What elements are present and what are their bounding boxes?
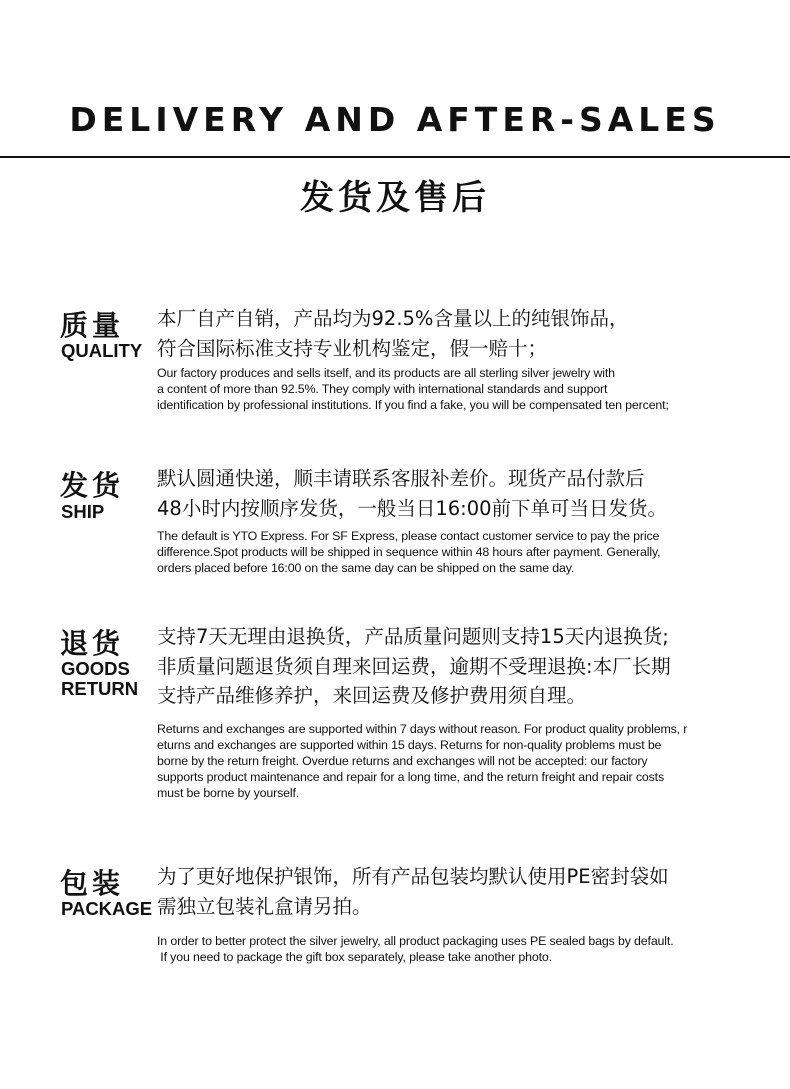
title-divider xyxy=(0,156,790,158)
page-title-english: DELIVERY AND AFTER-SALES xyxy=(69,100,721,139)
section-label-chinese: 质量 xyxy=(60,309,125,342)
section-text-chinese: 本厂自产自销，产品均为92.5%含量以上的纯银饰品， 符合国际标准支持专业机构鉴定，假一赔十； xyxy=(157,307,629,360)
section-label-english: PACKAGE xyxy=(61,898,153,919)
section-text-english: The default is YTO Express. For SF Express, please contact customer service to pay the price difference.Spot products will be shipped in sequence within 48 hours after payment. Generally, orders placed before 16:00 on the same day can be shipped on the same day. xyxy=(157,529,661,575)
section-text-chinese: 支持7天无理由退换货，产品质量问题则支持15天内退换货; 非质量问题退货须自理来回运费，逾期不受理退换:本厂长期 支持产品维修养护，来回运费及修护费用须自理。 xyxy=(157,625,671,707)
page-title-chinese: 发货及售后 xyxy=(300,178,490,218)
section-label-chinese: 包装 xyxy=(60,867,125,900)
section-text-english: Returns and exchanges are supported within 7 days without reason. For product quality problems, r eturns and exchanges are supported within 15 days. Returns for non-quality problems must be borne by the return freight. Overdue returns and exchanges will not be accepted: our factory supports product maintenance and repair for a long time, and the return freight and repair costs must be borne by yourself. xyxy=(157,722,688,800)
section-text-chinese: 默认圆通快递，顺丰请联系客服补差价。现货产品付款后 48小时内按顺序发货，一般当日16:00前下单可当日发货。 xyxy=(157,467,668,520)
section-label-english: QUALITY xyxy=(61,340,143,361)
section-label-english: SHIP xyxy=(61,501,105,522)
section-text-chinese: 为了更好地保护银饰，所有产品包装均默认使用PE密封袋如 需独立包装礼盒请另拍。 xyxy=(157,865,669,918)
section-text-english: Our factory produces and sells itself, and its products are all sterling silver jewelry with a content of more than 92.5%. They comply with international standards and support identification by professional institutions. If you find a fake, you will be compensated ten percent; xyxy=(157,366,669,412)
section-label-english: GOODS RETURN xyxy=(61,658,139,699)
section-text-english: In order to better protect the silver jewelry, all product packaging uses PE sealed bags by default. If you need to package the gift box separately, please take another photo. xyxy=(157,934,674,964)
section-label-chinese: 发货 xyxy=(60,469,125,502)
section-label-chinese: 退货 xyxy=(60,627,125,660)
